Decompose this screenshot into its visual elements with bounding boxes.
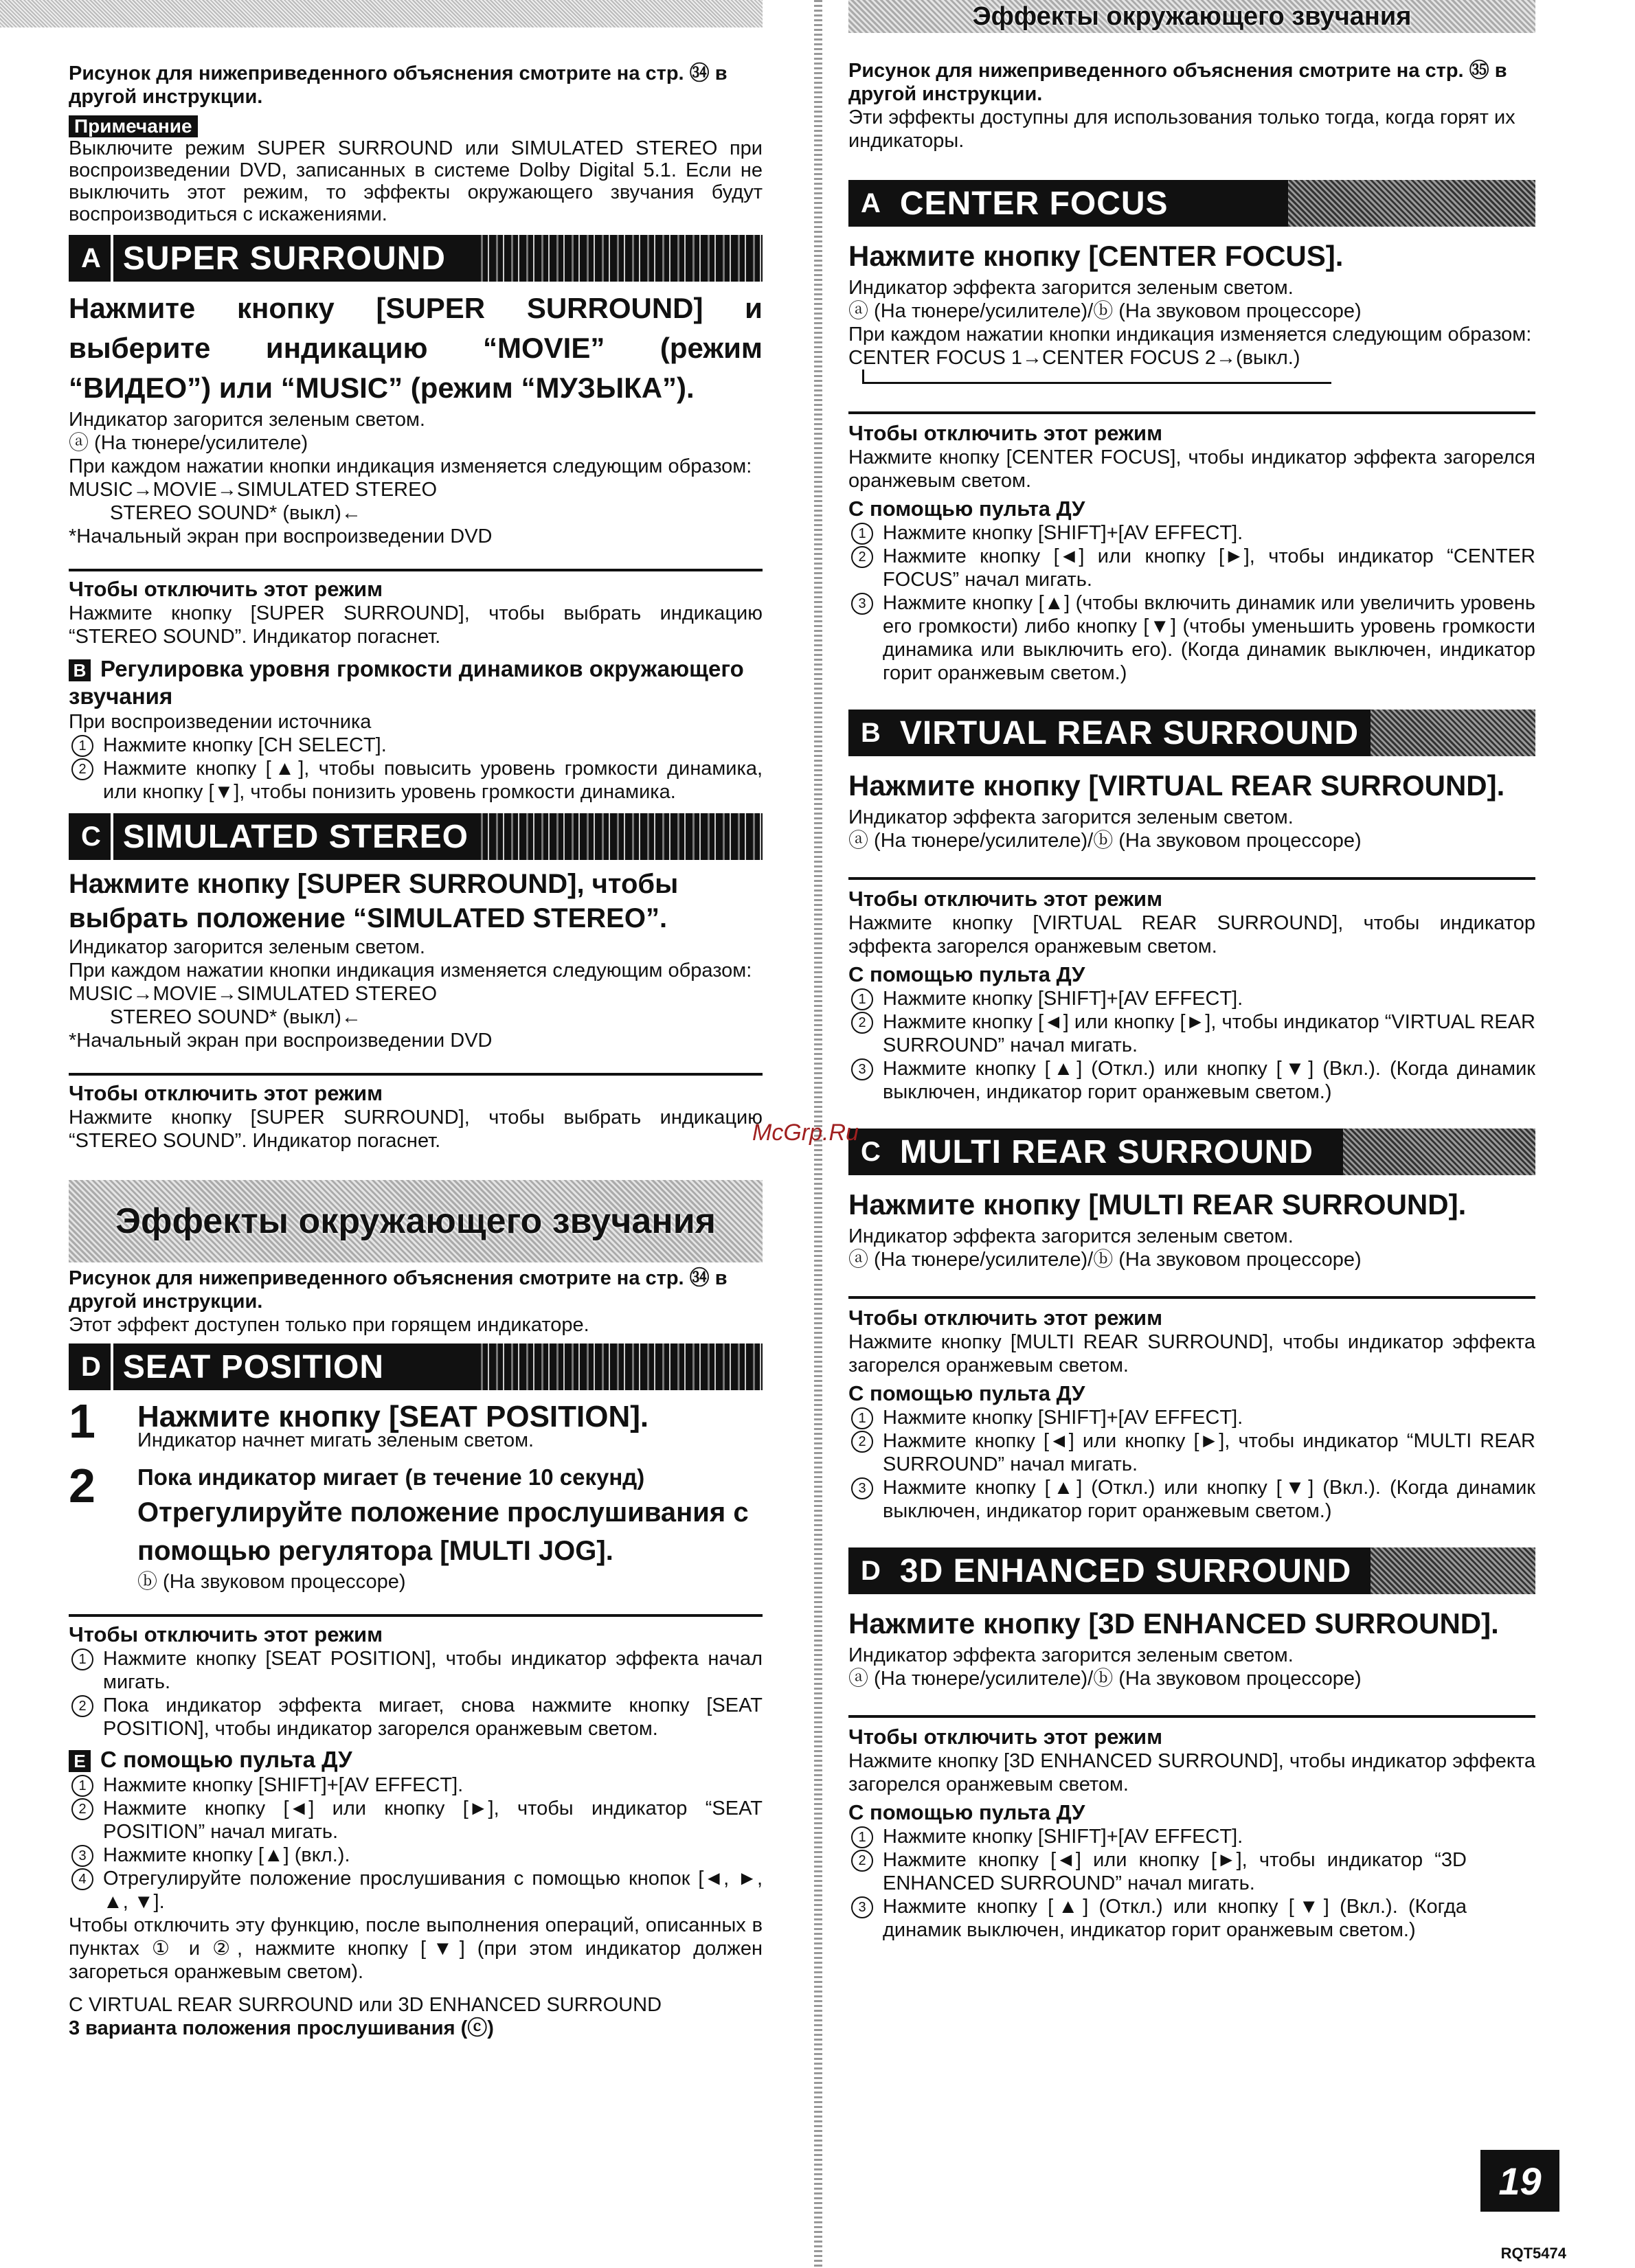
cycle-intro: При каждом нажатии кнопки индикация изменяется следующим образом: — [69, 960, 752, 982]
indicator-text: Индикатор эффекта загорится зеленым светом. — [848, 806, 1294, 828]
section-title: MULTI REAR SURROUND — [899, 1133, 1313, 1170]
cycle-line-1: MUSIC→MOVIE→SIMULATED STEREO — [69, 479, 438, 501]
step-1-sub: Индикатор начнет мигать зеленым светом. — [137, 1429, 534, 1451]
footnote: *Начальный экран при воспроизведении DVD — [69, 525, 493, 547]
section-heading: Нажмите кнопку [3D ENHANCED SURROUND]. — [848, 1607, 1499, 1640]
section-b-label: Регулировка уровня громкости динамиков окружающего звучания — [69, 656, 744, 709]
remote-steps — [848, 521, 1535, 685]
indicator-text: Индикатор эффекта загорится зеленым светом. — [848, 1225, 1294, 1247]
section-bar-virtual-rear — [848, 710, 1535, 756]
off-steps — [69, 1647, 763, 1740]
step-number-icon: 2 — [71, 1798, 93, 1820]
list-item: 1 Нажмите кнопку [CH SELECT]. — [69, 734, 763, 757]
remote-steps — [848, 1406, 1535, 1523]
remote-title: С помощью пульта ДУ — [848, 962, 1085, 986]
surround-effects-banner — [69, 1180, 763, 1262]
cycle-line-1: MUSIC→MOVIE→SIMULATED STEREO — [69, 983, 438, 1005]
rule — [69, 1614, 763, 1617]
page-number: 19 — [1480, 2150, 1559, 2212]
step-1-text: Нажмите кнопку [SEAT POSITION]. — [137, 1400, 649, 1433]
section-heading: Нажмите кнопку [CENTER FOCUS]. — [848, 240, 1344, 272]
intro-text: Рисунок для нижеприведенного объяснения смотрите на стр. ㉟ в другой инструкции. — [848, 60, 1507, 105]
off-title: Чтобы отключить этот режим — [69, 577, 383, 601]
step-number: 1 — [69, 1394, 95, 1448]
remote-steps — [69, 1773, 763, 1914]
list-item: 2 Нажмите кнопку [◄] или кнопку [►], чтобы индикатор “VIRTUAL REAR SURROUND” начал мигать. — [848, 1010, 1535, 1057]
list-item: 1 Нажмите кнопку [SHIFT]+[AV EFFECT]. — [848, 1825, 1467, 1848]
step-list — [69, 734, 763, 804]
list-item: 3 Нажмите кнопку [▲] (Откл.) или кнопку [▼] (Вкл.). (Когда динамик выключен, индикатор горит оранжевым светом.) — [848, 1057, 1535, 1104]
bar-stripes — [1371, 1547, 1535, 1594]
off-title: Чтобы отключить этот режим — [69, 1081, 383, 1105]
off-text: Нажмите кнопку [SUPER SURROUND], чтобы выбрать индикацию “STEREO SOUND”. Индикатор погаснет. — [69, 1107, 763, 1152]
section-bar-3d-enhanced — [848, 1547, 1535, 1594]
location-text: ⓐ (На тюнере/усилителе)/ⓑ (На звуковом процессоре) — [848, 830, 1362, 852]
remote-steps — [848, 987, 1535, 1104]
list-item: 1 Нажмите кнопку [SHIFT]+[AV EFFECT]. — [69, 1773, 763, 1797]
indicator-text: Индикатор эффекта загорится зеленым светом. — [848, 277, 1294, 299]
source-text: При воспроизведении источника — [69, 711, 372, 733]
off-text: Нажмите кнопку [SUPER SURROUND], чтобы выбрать индикацию “STEREO SOUND”. Индикатор погаснет. — [69, 602, 763, 648]
rule — [848, 877, 1535, 880]
cycle-line: CENTER FOCUS 1→CENTER FOCUS 2→(выкл.) — [848, 347, 1300, 369]
bar-stripes — [474, 235, 763, 282]
remote-title — [69, 1746, 763, 1773]
bar-stripes — [1288, 180, 1535, 227]
list-item: 2 Нажмите кнопку [◄] или кнопку [►], чтобы индикатор “3D ENHANCED SURROUND” начал мигать. — [848, 1848, 1467, 1895]
section-heading: Нажмите кнопку [MULTI REAR SURROUND]. — [848, 1188, 1467, 1221]
off-title: Чтобы отключить этот режим — [69, 1622, 383, 1646]
intro-text: Рисунок для нижеприведенного объяснения смотрите на стр. ㉞ в другой инструкции. — [69, 63, 728, 108]
step-number-icon: 2 — [71, 1695, 93, 1717]
section-b-title — [69, 655, 763, 710]
off-text: Нажмите кнопку [MULTI REAR SURROUND], чтобы индикатор эффекта загорелся оранжевым светом. — [848, 1331, 1535, 1376]
step-number-icon: 2 — [851, 1431, 873, 1453]
step-number-icon: 3 — [851, 1058, 873, 1080]
list-item: 2 Нажмите кнопку [◄] или кнопку [►], чтобы индикатор “SEAT POSITION” начал мигать. — [69, 1797, 763, 1844]
step-number-icon: 1 — [851, 523, 873, 545]
step-number-icon: 2 — [851, 546, 873, 568]
list-item: 1 Нажмите кнопку [SEAT POSITION], чтобы индикатор эффекта начал мигать. — [69, 1647, 763, 1694]
list-item: 1 Нажмите кнопку [SHIFT]+[AV EFFECT]. — [848, 987, 1535, 1010]
section-bar-multi-rear — [848, 1129, 1535, 1175]
list-item: 3 Нажмите кнопку [▲] (Откл.) или кнопку [▼] (Вкл.). (Когда динамик выключен, индикатор горит оранжевым светом.) — [848, 1895, 1467, 1942]
bar-stripes — [1371, 710, 1535, 756]
step-number-icon: 1 — [71, 1775, 93, 1797]
step-number: 2 — [69, 1459, 95, 1512]
section-letter: D — [861, 1555, 881, 1586]
cycle-return-arrow — [862, 370, 1331, 384]
remote-title: С помощью пульта ДУ — [848, 497, 1085, 521]
off-title: Чтобы отключить этот режим — [848, 1725, 1163, 1749]
step-number-icon: 4 — [71, 1868, 93, 1890]
step-number-icon: 2 — [851, 1012, 873, 1034]
step-2-sub: ⓑ (На звуковом процессоре) — [137, 1571, 406, 1593]
list-item: 3 Нажмите кнопку [▲] (чтобы включить динамик или увеличить уровень его громкости) либо кнопку [▼] (чтобы уменьшить уровень громкости динамика или выключить его). (Когда динамик выключен, индикатор горит оранжевым светом.) — [848, 591, 1535, 685]
step-2-condition: Пока индикатор мигает (в течение 10 секунд) — [137, 1464, 645, 1490]
section-bar-center-focus — [848, 180, 1535, 227]
section-bar-simulated-stereo — [69, 813, 763, 860]
list-item: 4 Отрегулируйте положение прослушивания с помощью кнопок [◄, ►, ▲, ▼]. — [69, 1867, 763, 1914]
step-number-icon: 2 — [71, 758, 93, 780]
section-title: CENTER FOCUS — [899, 185, 1169, 222]
note — [69, 115, 763, 225]
cycle-intro: При каждом нажатии кнопки индикация изменяется следующим образом: — [69, 455, 752, 477]
step-number-icon: 2 — [851, 1850, 873, 1872]
section-letter: B — [69, 659, 91, 681]
section-title: SIMULATED STEREO — [122, 818, 469, 855]
list-item: 3 Нажмите кнопку [▲] (Откл.) или кнопку [▼] (Вкл.). (Когда динамик выключен, индикатор горит оранжевым светом.) — [848, 1476, 1535, 1523]
step-1 — [69, 1394, 763, 1452]
cycle-intro: При каждом нажатии кнопки индикация изменяется следующим образом: — [848, 324, 1532, 345]
surround-effects-banner-right — [848, 0, 1535, 33]
section-bar-super-surround — [69, 235, 763, 282]
rule — [848, 411, 1535, 414]
indicator-text: Индикатор эффекта загорится зеленым светом. — [848, 1644, 1294, 1666]
section-bar-seat-position — [69, 1343, 763, 1390]
list-item: 2 Нажмите кнопку [◄] или кнопку [►], чтобы индикатор “MULTI REAR SURROUND” начал мигать. — [848, 1429, 1535, 1476]
watermark: McGrp.Ru — [752, 1120, 859, 1146]
step-number-icon: 1 — [71, 735, 93, 757]
after-text: Чтобы отключить эту функцию, после выполнения операций, описанных в пунктах ① и ②, нажмите кнопку [▼] (при этом индикатор должен загореться оранжевым светом). — [69, 1914, 763, 1983]
step-number-icon: 3 — [851, 1477, 873, 1499]
off-text: Нажмите кнопку [VIRTUAL REAR SURROUND], чтобы индикатор эффекта загорелся оранжевым светом. — [848, 912, 1535, 957]
step-number-icon: 1 — [851, 988, 873, 1010]
off-title: Чтобы отключить этот режим — [848, 887, 1163, 911]
location-text: ⓐ (На тюнере/усилителе)/ⓑ (На звуковом процессоре) — [848, 300, 1362, 322]
remote-title: С помощью пульта ДУ — [848, 1800, 1085, 1824]
indicator-text: Индикатор загорится зеленым светом. — [69, 409, 425, 431]
step-number-icon: 1 — [851, 1826, 873, 1848]
off-title: Чтобы отключить этот режим — [848, 1306, 1163, 1330]
section-letter: B — [861, 717, 881, 748]
rule — [69, 569, 763, 571]
bar-stripes — [474, 1343, 763, 1390]
location-text: ⓐ (На тюнере/усилителе)/ⓑ (На звуковом процессоре) — [848, 1668, 1362, 1690]
section-title: SUPER SURROUND — [122, 240, 446, 277]
section-letter: D — [69, 1343, 113, 1390]
location-text: ⓐ (На тюнере/усилителе) — [69, 432, 308, 454]
bar-stripes — [1343, 1129, 1535, 1175]
cycle-line-2: STEREO SOUND* (выкл)← — [110, 1006, 361, 1028]
step-number-icon: 3 — [851, 593, 873, 615]
section-letter: E — [69, 1750, 91, 1772]
list-item: 2 Нажмите кнопку [▲], чтобы повысить уровень громкости динамика, или кнопку [▼], чтобы понизить уровень громкости динамика. — [69, 757, 763, 804]
list-item: 2 Нажмите кнопку [◄] или кнопку [►], чтобы индикатор “CENTER FOCUS” начал мигать. — [848, 545, 1535, 591]
left-column — [69, 0, 763, 2040]
section-title: SEAT POSITION — [122, 1348, 385, 1385]
section-letter: C — [861, 1136, 881, 1167]
off-title: Чтобы отключить этот режим — [848, 421, 1163, 445]
rule — [848, 1296, 1535, 1299]
list-item: 2 Пока индикатор эффекта мигает, снова нажмите кнопку [SEAT POSITION], чтобы индикатор загорелся оранжевым светом. — [69, 1694, 763, 1740]
off-text: Нажмите кнопку [CENTER FOCUS], чтобы индикатор эффекта загорелся оранжевым светом. — [848, 446, 1535, 492]
section-heading: Нажмите кнопку [VIRTUAL REAR SURROUND]. — [848, 769, 1505, 802]
section-title: VIRTUAL REAR SURROUND — [899, 714, 1360, 751]
step-2-text: Отрегулируйте положение прослушивания с помощью регулятора [MULTI JOG]. — [137, 1497, 749, 1566]
step-number-icon: 1 — [71, 1648, 93, 1670]
remote-steps — [848, 1825, 1467, 1942]
list-item: 3 Нажмите кнопку [▲] (вкл.). — [69, 1844, 763, 1867]
remote-title: С помощью пульта ДУ — [848, 1381, 1085, 1405]
section-heading: Нажмите кнопку [SUPER SURROUND], чтобы выбрать положение “SIMULATED STEREO”. — [69, 869, 679, 933]
step-2 — [69, 1459, 763, 1594]
banner-intro: Рисунок для нижеприведенного объяснения смотрите на стр. ㉞ в другой инструкции. — [69, 1267, 728, 1313]
section-letter: A — [861, 188, 881, 218]
last-line-2: 3 варианта положения прослушивания (ⓒ) — [69, 2017, 494, 2039]
rule — [848, 1715, 1535, 1718]
remote-label: С помощью пульта ДУ — [100, 1747, 352, 1772]
step-number-icon: 3 — [851, 1896, 873, 1918]
section-title: 3D ENHANCED SURROUND — [899, 1552, 1352, 1589]
location-text: ⓐ (На тюнере/усилителе)/ⓑ (На звуковом процессоре) — [848, 1249, 1362, 1271]
footnote: *Начальный экран при воспроизведении DVD — [69, 1030, 493, 1052]
off-text: Нажмите кнопку [3D ENHANCED SURROUND], чтобы индикатор эффекта загорелся оранжевым светом. — [848, 1750, 1535, 1795]
intro-text-2: Эти эффекты доступны для использования только тогда, когда горят их индикаторы. — [848, 106, 1515, 152]
note-label: Примечание — [69, 115, 198, 137]
banner-line: Этот эффект доступен только при горящем индикаторе. — [69, 1314, 589, 1336]
rule — [69, 1073, 763, 1076]
banner-title: Эффекты окружающего звучания — [972, 1, 1412, 31]
section-heading: Нажмите кнопку [SUPER SURROUND] и выберите индикацию “MOVIE” (режим “ВИДЕО”) или “MUSIC” (режим “МУЗЫКА”). — [69, 292, 763, 404]
list-item: 1 Нажмите кнопку [SHIFT]+[AV EFFECT]. — [848, 1406, 1535, 1429]
step-number-icon: 1 — [851, 1407, 873, 1429]
last-line-1: С VIRTUAL REAR SURROUND или 3D ENHANCED SURROUND — [69, 1994, 662, 2016]
step-number-icon: 3 — [71, 1845, 93, 1867]
indicator-text: Индикатор загорится зеленым светом. — [69, 936, 425, 958]
section-letter: C — [69, 813, 113, 860]
banner-title: Эффекты окружающего звучания — [115, 1201, 717, 1241]
right-column — [848, 0, 1535, 1942]
bar-stripes — [474, 813, 763, 860]
list-item: 1 Нажмите кнопку [SHIFT]+[AV EFFECT]. — [848, 521, 1535, 545]
cycle-line-2: STEREO SOUND* (выкл)← — [110, 502, 361, 524]
doc-code: RQT5474 — [1500, 2245, 1566, 2262]
note-text: Выключите режим SUPER SURROUND или SIMULATED STEREO при воспроизведении DVD, записанных в системе Dolby Digital 5.1. Если не выключить этот режим, то эффекты окружающего звучания будут воспроизводиться с искажениями. — [69, 137, 763, 225]
section-letter: A — [69, 235, 113, 282]
